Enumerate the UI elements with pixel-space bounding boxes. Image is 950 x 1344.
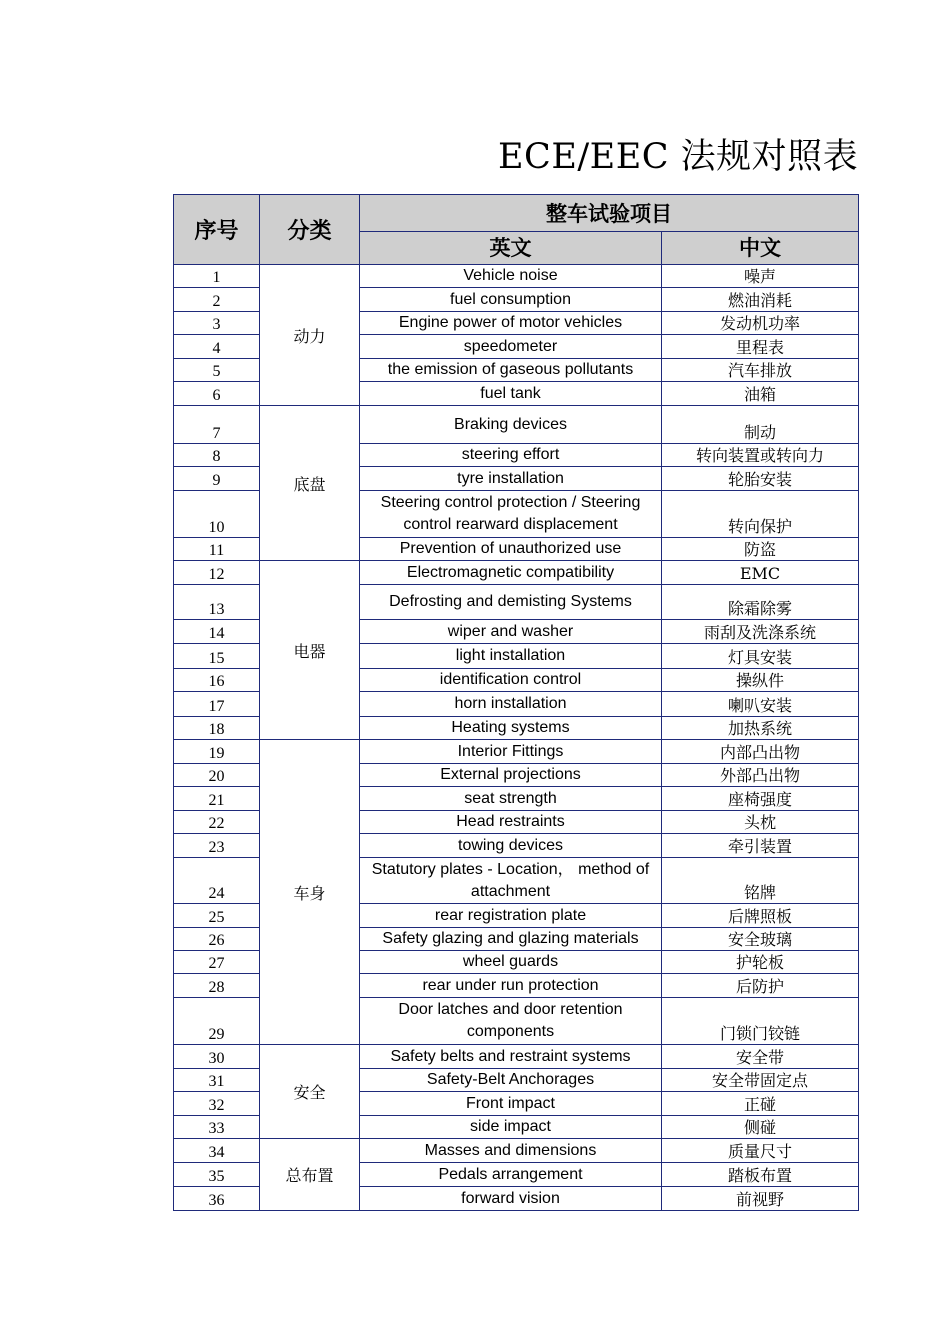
row-number: 26: [174, 928, 260, 951]
item-english: Masses and dimensions: [360, 1139, 662, 1163]
header-chinese: 中文: [662, 232, 859, 265]
row-number: 21: [174, 787, 260, 811]
item-english: the emission of gaseous pollutants: [360, 359, 662, 382]
item-chinese: 操纵件: [662, 669, 859, 692]
table-row: [174, 740, 859, 764]
item-english: Braking devices: [360, 406, 662, 444]
item-english: Vehicle noise: [360, 265, 662, 288]
item-chinese: 制动: [662, 406, 859, 444]
item-english: tyre installation: [360, 467, 662, 491]
row-number: 14: [174, 620, 260, 644]
table-row: [174, 265, 859, 288]
item-chinese: 喇叭安装: [662, 692, 859, 717]
item-english: Safety-Belt Anchorages: [360, 1069, 662, 1092]
row-number: 35: [174, 1163, 260, 1187]
row-number: 19: [174, 740, 260, 764]
row-number: 20: [174, 764, 260, 787]
item-chinese: 油箱: [662, 382, 859, 406]
row-number: 23: [174, 834, 260, 858]
header-vehicle-test-items: 整车试验项目: [360, 195, 859, 232]
row-number: 32: [174, 1092, 260, 1116]
item-chinese: 雨刮及洗涤系统: [662, 620, 859, 644]
document-title: ECE/EEC 法规对照表: [498, 137, 859, 177]
item-chinese: 前视野: [662, 1187, 859, 1211]
item-english: light installation: [360, 644, 662, 669]
row-number: 5: [174, 359, 260, 382]
row-number: 13: [174, 585, 260, 620]
header-category: 分类: [260, 195, 360, 265]
item-chinese: 外部凸出物: [662, 764, 859, 787]
row-number: 27: [174, 951, 260, 974]
row-number: 15: [174, 644, 260, 669]
item-english: towing devices: [360, 834, 662, 858]
item-chinese: 铭牌: [662, 858, 859, 904]
table-row: [174, 1139, 859, 1163]
item-english: rear registration plate: [360, 904, 662, 928]
item-english: Head restraints: [360, 811, 662, 834]
item-english: fuel tank: [360, 382, 662, 406]
item-chinese: 安全带固定点: [662, 1069, 859, 1092]
row-number: 18: [174, 717, 260, 740]
row-number: 12: [174, 561, 260, 585]
item-english: Safety belts and restraint systems: [360, 1045, 662, 1069]
item-english: horn installation: [360, 692, 662, 717]
category-cell: 电器: [260, 561, 360, 740]
header-seq: 序号: [174, 195, 260, 265]
item-english: speedometer: [360, 335, 662, 359]
item-chinese: 发动机功率: [662, 312, 859, 335]
item-chinese: 转向装置或转向力: [662, 444, 859, 467]
item-chinese: 汽车排放: [662, 359, 859, 382]
row-number: 28: [174, 974, 260, 998]
row-number: 11: [174, 538, 260, 561]
item-chinese: 除霜除雾: [662, 585, 859, 620]
row-number: 4: [174, 335, 260, 359]
item-english: identification control: [360, 669, 662, 692]
item-chinese: 座椅强度: [662, 787, 859, 811]
item-english: Heating systems: [360, 717, 662, 740]
item-chinese: 转向保护: [662, 491, 859, 538]
item-english: Engine power of motor vehicles: [360, 312, 662, 335]
item-chinese: 噪声: [662, 265, 859, 288]
item-chinese: 质量尺寸: [662, 1139, 859, 1163]
item-chinese: 踏板布置: [662, 1163, 859, 1187]
regulation-table: [173, 194, 859, 1211]
item-english: Prevention of unauthorized use: [360, 538, 662, 561]
category-cell: 动力: [260, 265, 360, 406]
row-number: 17: [174, 692, 260, 717]
item-chinese: 轮胎安装: [662, 467, 859, 491]
row-number: 30: [174, 1045, 260, 1069]
item-english: Interior Fittings: [360, 740, 662, 764]
item-english: fuel consumption: [360, 288, 662, 312]
item-english: Door latches and door retention components: [360, 998, 662, 1045]
row-number: 16: [174, 669, 260, 692]
row-number: 8: [174, 444, 260, 467]
header-english: 英文: [360, 232, 662, 265]
row-number: 34: [174, 1139, 260, 1163]
item-english: Statutory plates - Location， method of attachment: [360, 858, 662, 904]
table-row: [174, 1045, 859, 1069]
category-cell: 车身: [260, 740, 360, 1045]
row-number: 36: [174, 1187, 260, 1211]
item-english: Electromagnetic compatibility: [360, 561, 662, 585]
item-english: Safety glazing and glazing materials: [360, 928, 662, 951]
row-number: 2: [174, 288, 260, 312]
item-chinese: 内部凸出物: [662, 740, 859, 764]
item-english: side impact: [360, 1116, 662, 1139]
item-chinese: 加热系统: [662, 717, 859, 740]
row-number: 3: [174, 312, 260, 335]
item-english: Defrosting and demisting Systems: [360, 585, 662, 620]
item-chinese: 安全带: [662, 1045, 859, 1069]
item-english: External projections: [360, 764, 662, 787]
row-number: 22: [174, 811, 260, 834]
table-row: [174, 561, 859, 585]
item-chinese: 门锁门铰链: [662, 998, 859, 1045]
row-number: 25: [174, 904, 260, 928]
row-number: 7: [174, 406, 260, 444]
item-chinese: 后防护: [662, 974, 859, 998]
item-chinese: 防盗: [662, 538, 859, 561]
item-english: Front impact: [360, 1092, 662, 1116]
item-chinese: 燃油消耗: [662, 288, 859, 312]
item-english: Steering control protection / Steering control rearward displacement: [360, 491, 662, 538]
item-chinese: 护轮板: [662, 951, 859, 974]
category-cell: 底盘: [260, 406, 360, 561]
table-header: [174, 195, 859, 265]
row-number: 1: [174, 265, 260, 288]
row-number: 33: [174, 1116, 260, 1139]
category-cell: 总布置: [260, 1139, 360, 1211]
item-english: steering effort: [360, 444, 662, 467]
row-number: 6: [174, 382, 260, 406]
table-row: [174, 406, 859, 444]
item-chinese: 侧碰: [662, 1116, 859, 1139]
item-chinese: 安全玻璃: [662, 928, 859, 951]
item-chinese: EMC: [662, 561, 859, 585]
item-english: forward vision: [360, 1187, 662, 1211]
row-number: 24: [174, 858, 260, 904]
item-chinese: 头枕: [662, 811, 859, 834]
row-number: 29: [174, 998, 260, 1045]
item-english: wheel guards: [360, 951, 662, 974]
item-chinese: 灯具安装: [662, 644, 859, 669]
item-english: seat strength: [360, 787, 662, 811]
table-body: [174, 265, 859, 1211]
item-chinese: 里程表: [662, 335, 859, 359]
item-english: Pedals arrangement: [360, 1163, 662, 1187]
category-cell: 安全: [260, 1045, 360, 1139]
item-english: wiper and washer: [360, 620, 662, 644]
item-chinese: 牵引装置: [662, 834, 859, 858]
row-number: 10: [174, 491, 260, 538]
row-number: 31: [174, 1069, 260, 1092]
row-number: 9: [174, 467, 260, 491]
item-chinese: 正碰: [662, 1092, 859, 1116]
item-english: rear under run protection: [360, 974, 662, 998]
item-chinese: 后牌照板: [662, 904, 859, 928]
